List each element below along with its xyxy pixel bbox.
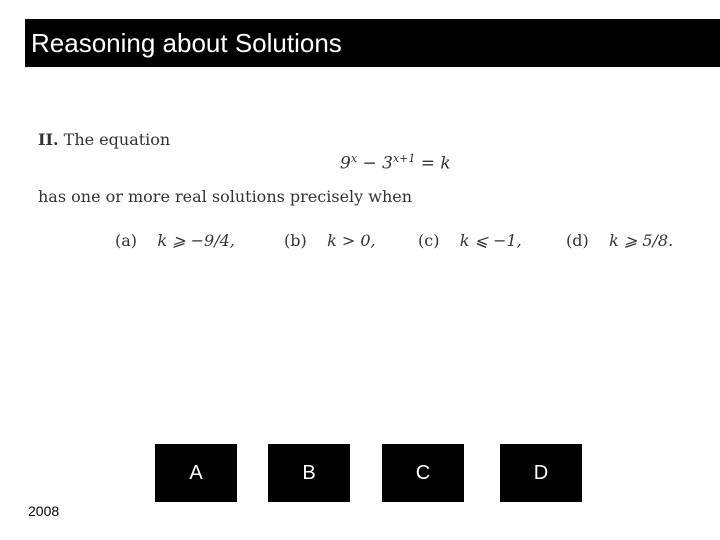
option-a-tag: (a) [115,231,138,250]
eq-exp2: x+1 [392,152,416,165]
problem-intro-text: The equation [63,130,171,149]
eq-rhs: = k [420,153,451,174]
answer-d-label: D [533,461,549,484]
problem-number: II. [38,130,59,149]
eq-base2: 3 [382,153,393,174]
answer-c-label: C [415,461,431,484]
equation [340,152,451,174]
option-b-tag: (b) [284,231,307,250]
option-b-text: k > 0, [327,231,376,250]
eq-minus: − [362,153,377,174]
answer-b-label: B [302,461,316,484]
problem-question: has one or more real solutions precisely when [38,187,413,206]
slide-title: Reasoning about Solutions [25,19,720,67]
answer-d-button[interactable] [500,444,582,502]
option-c-tag: (c) [418,231,440,250]
option-c-text: k ⩽ −1, [459,231,522,250]
option-b [284,231,376,250]
option-a [115,231,235,250]
year-label: 2008 [28,503,60,519]
answer-a-label: A [189,461,203,484]
problem-intro [38,130,170,149]
option-d-text: k ⩾ 5/8. [609,231,674,250]
option-c [418,231,522,250]
option-d-tag: (d) [566,231,589,250]
answer-b-button[interactable] [268,444,350,502]
option-d [566,231,673,250]
answer-a-button[interactable] [155,444,237,502]
eq-exp1: x [350,152,358,165]
answer-c-button[interactable] [382,444,464,502]
option-a-text: k ⩾ −9/4, [157,231,235,250]
eq-base1: 9 [340,153,351,174]
